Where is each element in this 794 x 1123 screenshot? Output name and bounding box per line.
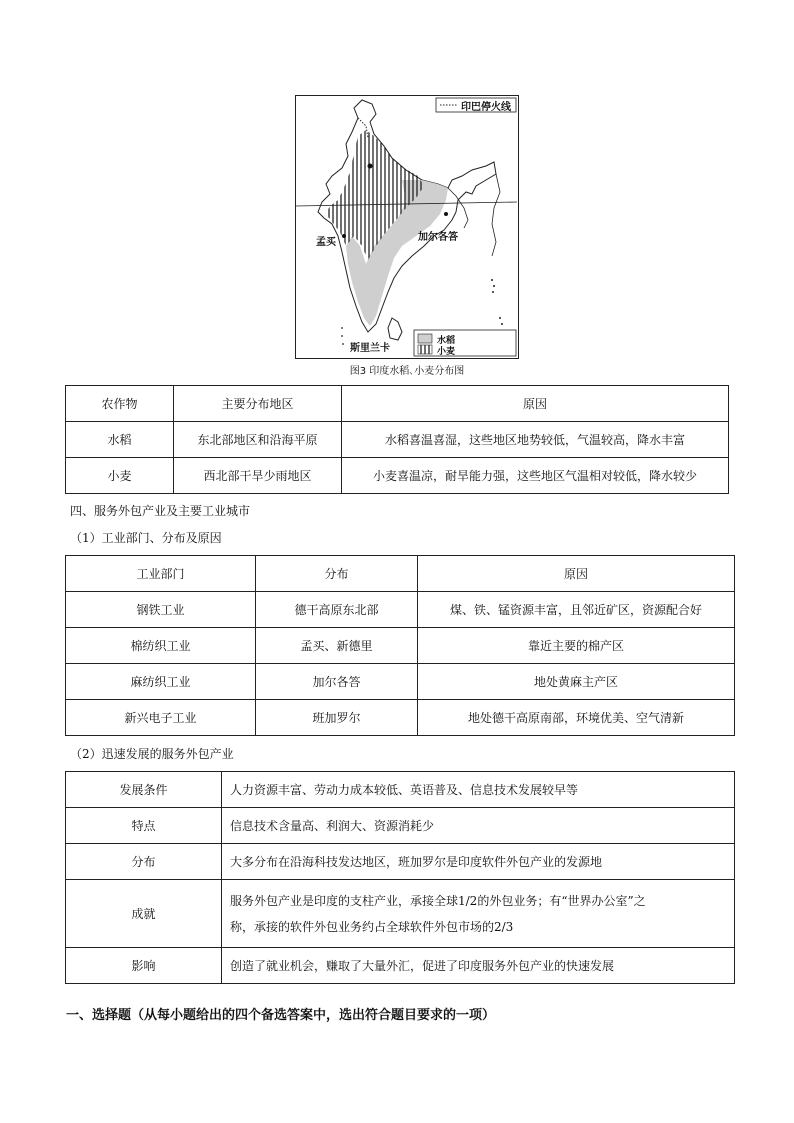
industry-header-reason: 原因 [418, 556, 735, 592]
region-cell: 西北部干旱少雨地区 [174, 458, 342, 494]
table-row [66, 700, 735, 736]
service-table [65, 771, 735, 984]
sector-cell: 棉纺织工业 [66, 628, 256, 664]
table-row [66, 880, 735, 948]
region-cell: 东北部地区和沿海平原 [174, 422, 342, 458]
reason-cell: 地处黄麻主产区 [418, 664, 735, 700]
service-desc-cell: 创造了就业机会，赚取了大量外汇，促进了印度服务外包产业的快速发展 [222, 948, 735, 984]
service-item-cell: 特点 [66, 808, 222, 844]
table-row [66, 592, 735, 628]
reason-cell: 煤、铁、锰资源丰富，且邻近矿区，资源配合好 [418, 592, 735, 628]
service-desc-cell: 信息技术含量高、利润大、资源消耗少 [222, 808, 735, 844]
service-desc-line: 称，承接的软件外包业务约占全球软件外包市场的2/3 [230, 919, 514, 934]
reason-cell: 水稻喜温喜湿，这些地区地势较低，气温较高，降水丰富 [342, 422, 729, 458]
table-row [66, 664, 735, 700]
service-item-cell: 影响 [66, 948, 222, 984]
industry-header-sector: 工业部门 [66, 556, 256, 592]
service-desc-cell: 大多分布在沿海科技发达地区，班加罗尔是印度软件外包产业的发源地 [222, 844, 735, 880]
reason-cell: 靠近主要的棉产区 [418, 628, 735, 664]
wheat-legend-swatch [418, 345, 432, 354]
industry-table [65, 555, 735, 736]
subsection1-title: （1）工业部门、分布及原因 [70, 531, 222, 545]
wheat-legend-label: 小麦 [437, 347, 456, 357]
kolkata-label: 加尔各答 [418, 232, 458, 243]
new-delhi-dot [368, 164, 373, 169]
table-row [66, 628, 735, 664]
service-desc-cell [222, 880, 735, 948]
crop-header-reason: 原因 [342, 386, 729, 422]
srilanka-outline [388, 318, 402, 340]
table-row [66, 772, 735, 808]
crop-table [65, 385, 729, 494]
exercise-title: 一、选择题（从每小题给出的四个备选答案中，选出符合题目要求的一项） [66, 1008, 496, 1023]
table-row [66, 844, 735, 880]
reason-cell: 地处德干高原南部，环境优美、空气清新 [418, 700, 735, 736]
kolkata-dot [444, 212, 448, 216]
myanmar-coast-outline [492, 174, 500, 256]
ceasefire-legend-label: 印巴停火线 [461, 102, 511, 113]
location-cell: 加尔各答 [256, 664, 418, 700]
mumbai-dot [342, 234, 346, 238]
rice-legend-swatch [418, 334, 432, 343]
table-row [66, 422, 729, 458]
mumbai-label: 孟买 [316, 237, 336, 248]
service-item-cell: 成就 [66, 880, 222, 948]
section4-title: 四、服务外包产业及主要工业城市 [70, 504, 251, 518]
rice-legend-label: 水稻 [437, 336, 456, 346]
service-desc-line: 服务外包产业是印度的支柱产业，承接全球1/2的外包业务；有“世界办公室”之 [230, 893, 646, 908]
india-map-graphic [296, 96, 517, 357]
crop-header-crop: 农作物 [66, 386, 174, 422]
reason-cell: 小麦喜温凉，耐旱能力强，这些地区气温相对较低，降水较少 [342, 458, 729, 494]
crop-cell: 水稻 [66, 422, 174, 458]
maldives-islands [341, 327, 344, 345]
subsection2-title: （2）迅速发展的服务外包产业 [70, 747, 234, 761]
crop-cell: 小麦 [66, 458, 174, 494]
srilanka-label: 斯里兰卡 [350, 343, 390, 354]
india-crop-map [295, 95, 519, 359]
table-row [66, 808, 735, 844]
crop-table-header [66, 386, 729, 422]
sector-cell: 麻纺织工业 [66, 664, 256, 700]
sector-cell: 新兴电子工业 [66, 700, 256, 736]
industry-table-header [66, 556, 735, 592]
andaman-islands [491, 279, 503, 325]
location-cell: 德干高原东北部 [256, 592, 418, 628]
service-desc-cell: 人力资源丰富、劳动力成本较低、英语普及、信息技术发展较早等 [222, 772, 735, 808]
service-item-cell: 发展条件 [66, 772, 222, 808]
location-cell: 孟买、新德里 [256, 628, 418, 664]
industry-header-location: 分布 [256, 556, 418, 592]
table-row [66, 458, 729, 494]
location-cell: 班加罗尔 [256, 700, 418, 736]
map-caption: 图3 印度水稻､小麦分布图 [349, 366, 465, 377]
sector-cell: 钢铁工业 [66, 592, 256, 628]
crop-header-region: 主要分布地区 [174, 386, 342, 422]
service-item-cell: 分布 [66, 844, 222, 880]
table-row [66, 948, 735, 984]
